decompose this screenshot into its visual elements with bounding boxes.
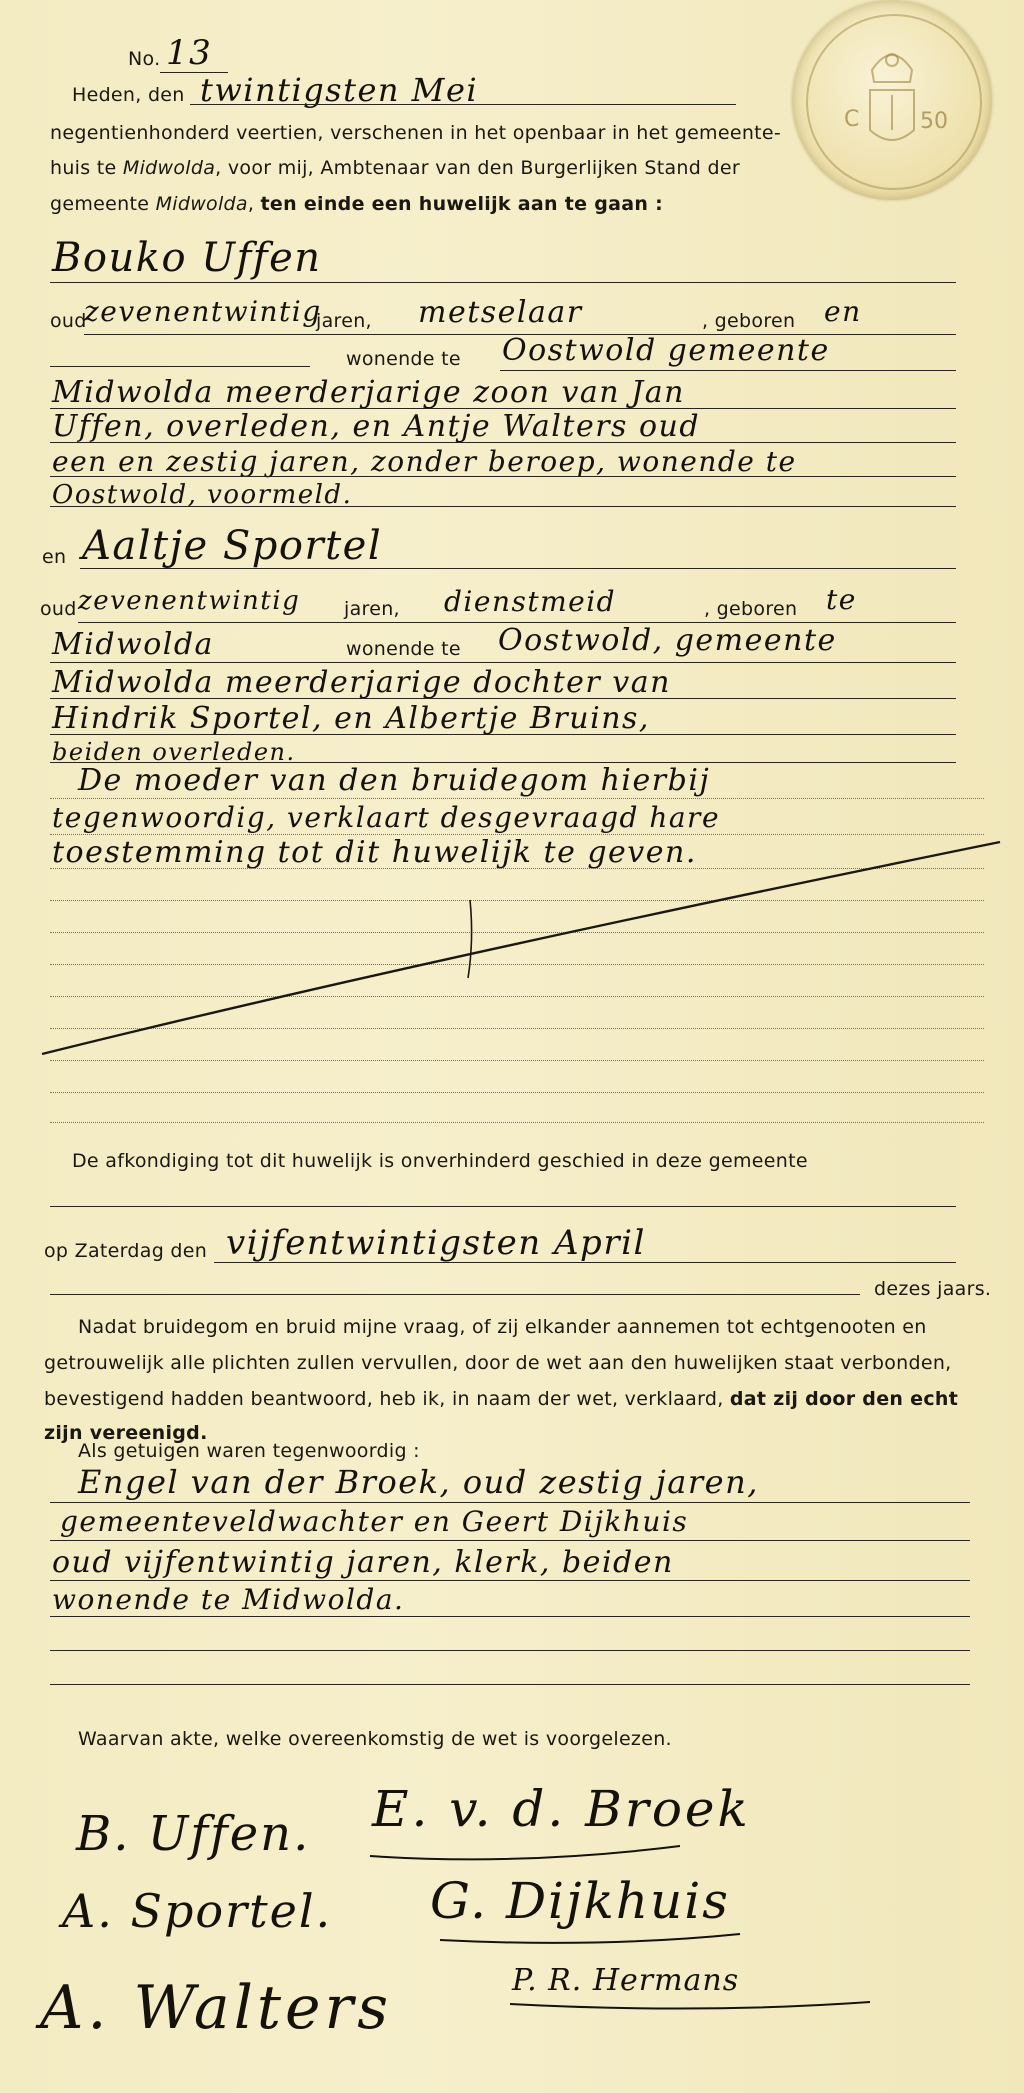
zaterdag-date: vijfentwintigsten April xyxy=(226,1223,646,1263)
announcement-line-1: De afkondiging tot dit huwelijk is onverhinderd geschied in deze gemeente xyxy=(72,1150,808,1172)
signature-underline-registrar xyxy=(500,1990,880,2030)
signature-underline-dijkhuis xyxy=(420,1926,750,1966)
consent-line-3: toestemming tot dit huwelijk te geven. xyxy=(52,835,697,870)
groom-jaren-label: jaren, xyxy=(316,310,372,332)
svg-text:C: C xyxy=(844,107,860,132)
groom-name: Bouko Uffen xyxy=(52,235,322,281)
date-day: twintigsten Mei xyxy=(200,71,479,109)
text-line-3: huis te Midwolda, voor mij, Ambtenaar van den Burgerlijken Stand der xyxy=(50,157,740,179)
bride-occupation: dienstmeid xyxy=(444,585,617,618)
bride-born-place: Midwolda xyxy=(52,627,214,662)
groom-age: zevenentwintig xyxy=(84,295,322,328)
text-line-4: gemeente Midwolda, ten einde een huwelijk aan te gaan : xyxy=(50,193,664,215)
groom-details-1: Midwolda meerderjarige zoon van Jan xyxy=(52,375,685,410)
witnesses-line-2: gemeenteveldwachter en Geert Dijkhuis xyxy=(60,1505,689,1538)
groom-details-2: Uffen, overleden, en Antje Walters oud xyxy=(52,409,701,444)
signature-mother: A. Walters xyxy=(40,1973,392,2043)
bride-details-3: beiden overleden. xyxy=(52,738,296,766)
groom-wonende-label: wonende te xyxy=(346,348,461,370)
bride-oud-label: oud xyxy=(40,598,77,620)
groom-occupation: metselaar xyxy=(418,295,583,330)
bride-name: Aaltje Sportel xyxy=(82,523,383,569)
witnesses-line-3: oud vijfentwintig jaren, klerk, beiden xyxy=(52,1545,674,1580)
heden-label: Heden, den xyxy=(72,84,185,106)
text-line-2: negentienhonderd veertien, verschenen in het openbaar in het gemeente- xyxy=(50,122,782,144)
bride-jaren-label: jaren, xyxy=(344,598,400,620)
zaterdag-label: op Zaterdag den xyxy=(44,1240,208,1262)
declaration-line-3: bevestigend hadden beantwoord, heb ik, in naam der wet, verklaard, dat zij door den echt xyxy=(44,1388,959,1410)
bride-geboren-label: , geboren xyxy=(704,598,798,620)
signature-registrar: P. R. Hermans xyxy=(512,1963,740,1998)
groom-born: en xyxy=(824,295,862,328)
witnesses-label: Als getuigen waren tegenwoordig : xyxy=(78,1440,420,1462)
groom-oud-label: oud xyxy=(50,310,87,332)
consent-line-1: De moeder van den bruidegom hierbij xyxy=(78,763,711,798)
declaration-line-4: zijn vereenigd. xyxy=(44,1422,208,1444)
svg-text:50: 50 xyxy=(920,109,948,134)
declaration-line-2: getrouwelijk alle plichten zullen vervullen, door de wet aan den huwelijken staat verbonden, xyxy=(44,1352,952,1374)
bride-residence: Oostwold, gemeente xyxy=(498,623,837,658)
groom-details-3: een en zestig jaren, zonder beroep, wonende te xyxy=(52,445,797,478)
groom-details-4: Oostwold, voormeld. xyxy=(52,480,353,510)
signature-underline-broek xyxy=(360,1836,690,1876)
record-number: 13 xyxy=(166,33,213,73)
bride-born: te xyxy=(826,583,857,616)
bride-wonende-label: wonende te xyxy=(346,638,461,660)
bride-details-2: Hindrik Sportel, en Albertje Bruins, xyxy=(52,701,650,736)
declaration-line-1: Nadat bruidegom en bruid mijne vraag, of zij elkander aannemen tot echtgenooten en xyxy=(78,1316,927,1338)
closing-text: Waarvan akte, welke overeenkomstig de wet is voorgelezen. xyxy=(78,1728,672,1750)
bride-en-label: en xyxy=(42,546,67,568)
dezes-jaars-label: dezes jaars. xyxy=(874,1278,992,1300)
record-number-label: No. xyxy=(128,48,161,70)
signature-bride: A. Sportel. xyxy=(62,1884,333,1938)
signature-groom: B. Uffen. xyxy=(76,1806,311,1862)
groom-geboren-label: , geboren xyxy=(702,310,796,332)
witnesses-line-4: wonende te Midwolda. xyxy=(52,1583,405,1616)
witnesses-line-1: Engel van der Broek, oud zestig jaren, xyxy=(78,1463,759,1501)
bride-details-1: Midwolda meerderjarige dochter van xyxy=(52,665,671,700)
signature-witness-broek: E. v. d. Broek xyxy=(372,1780,751,1838)
consent-line-2: tegenwoordig, verklaart desgevraagd hare xyxy=(52,801,721,834)
groom-residence: Oostwold gemeente xyxy=(502,333,830,368)
bride-age: zevenentwintig xyxy=(78,586,301,616)
signature-witness-dijkhuis: G. Dijkhuis xyxy=(430,1872,730,1930)
